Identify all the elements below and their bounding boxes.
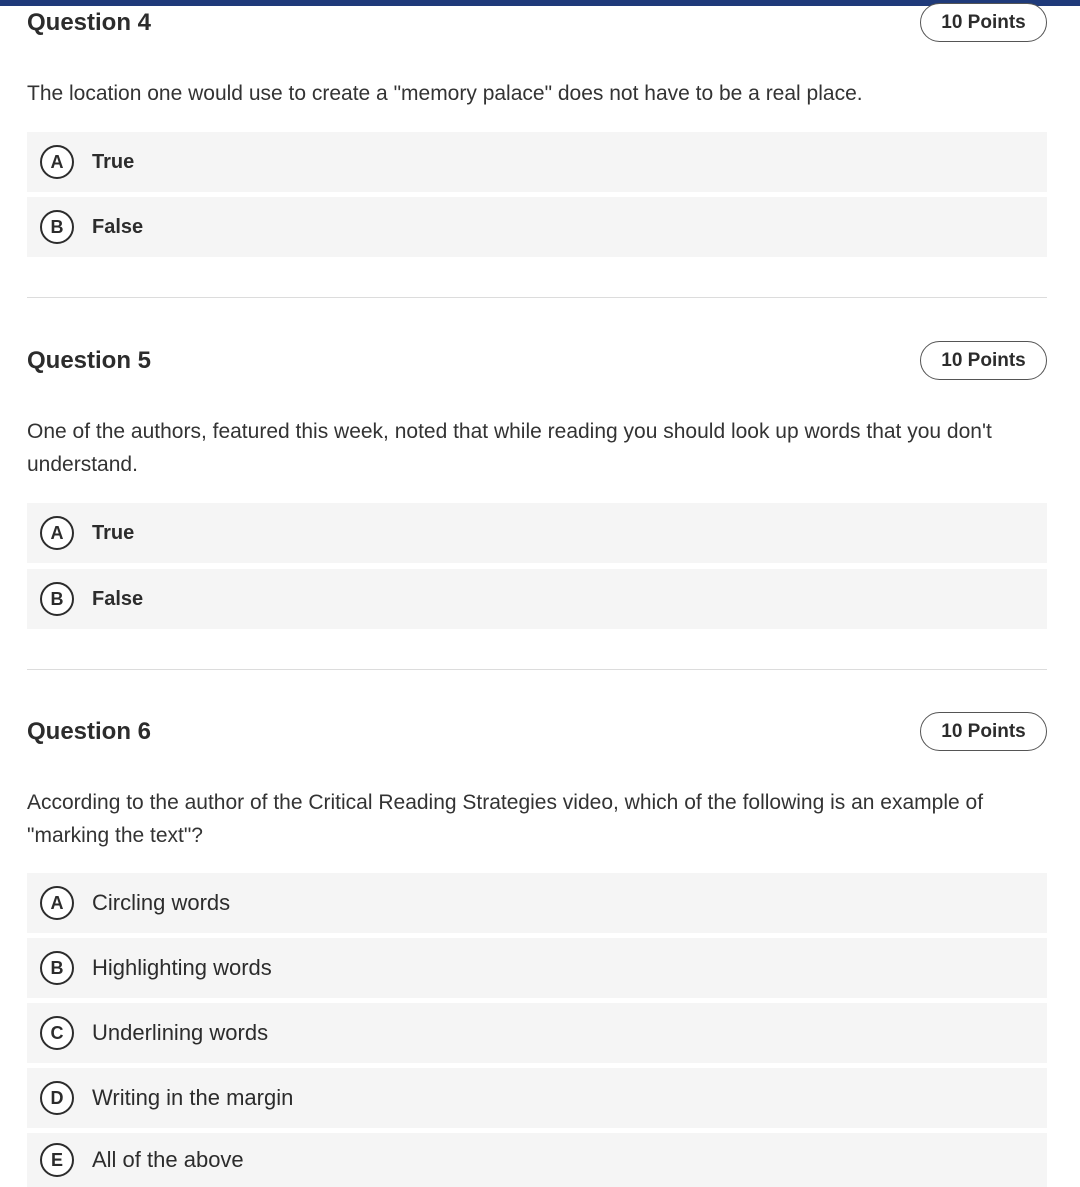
option-label: Circling words [92, 890, 231, 915]
answer-option-a[interactable] [27, 132, 1047, 192]
question-title: Question 4 [27, 9, 152, 36]
answer-option-b[interactable] [27, 938, 1047, 998]
option-letter-badge: E [40, 1143, 74, 1177]
points-badge: 10 Points [920, 3, 1047, 42]
question-text: According to the author of the Critical Reading Strategies video, which of the following is an example of "marking the text"? [27, 791, 984, 847]
question-text: The location one would use to create a "memory palace" does not have to be a real place. [27, 82, 863, 105]
question-title: Question 6 [27, 718, 152, 745]
answer-option-a[interactable] [27, 873, 1047, 933]
answer-option-d[interactable] [27, 1068, 1047, 1128]
option-letter-badge: A [40, 886, 74, 920]
option-letter-badge: D [40, 1081, 74, 1115]
answer-option-c[interactable] [27, 1003, 1047, 1063]
question-title: Question 5 [27, 347, 152, 374]
answer-option-e[interactable] [27, 1133, 1047, 1187]
option-letter-badge: C [40, 1016, 74, 1050]
question-text: One of the authors, featured this week, noted that while reading you should look up words that you don't understand. [27, 420, 992, 476]
option-letter-badge: B [40, 210, 74, 244]
option-letter-badge: A [40, 145, 74, 179]
option-letter-badge: B [40, 951, 74, 985]
option-label: Underlining words [92, 1020, 269, 1045]
option-label: Highlighting words [92, 955, 272, 980]
answer-option-b[interactable] [27, 569, 1047, 629]
option-label: True [92, 521, 135, 544]
option-letter-badge: A [40, 516, 74, 550]
answer-option-a[interactable] [27, 503, 1047, 563]
option-letter-badge: B [40, 582, 74, 616]
option-label: All of the above [92, 1147, 244, 1172]
option-label: Writing in the margin [92, 1085, 294, 1110]
question-divider [27, 297, 1047, 298]
option-label: False [92, 587, 144, 610]
points-badge: 10 Points [920, 712, 1047, 751]
option-label: False [92, 215, 144, 238]
answer-option-b[interactable] [27, 197, 1047, 257]
points-badge: 10 Points [920, 341, 1047, 380]
question-divider [27, 669, 1047, 670]
top-accent-bar [0, 0, 1080, 6]
option-label: True [92, 150, 135, 173]
